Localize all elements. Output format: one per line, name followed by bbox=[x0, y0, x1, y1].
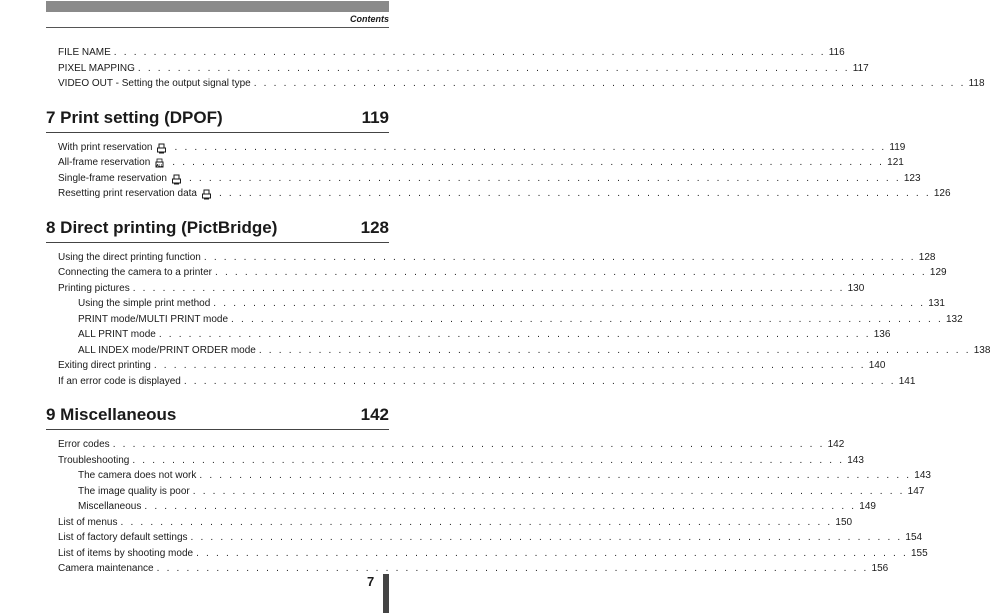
toc-entry-page: 136 bbox=[873, 329, 891, 340]
page-number: 7 bbox=[367, 574, 375, 589]
dot-leader: . . . . . . . . . . . . . . . . . . . . . . . . . . . . . . . . . . . . . . . . . . . . . . . . . . . . . . . . . . . . . . . . . . . . . . . . bbox=[196, 547, 908, 559]
page-edge-bar bbox=[383, 574, 389, 613]
toc-entry-title: PRINT mode/MULTI PRINT mode bbox=[78, 313, 229, 325]
toc-entry-title: If an error code is displayed bbox=[58, 375, 181, 387]
print-icon bbox=[156, 143, 167, 154]
dot-leader: . . . . . . . . . . . . . . . . . . . . . . . . . . . . . . . . . . . . . . . . . . . . . . . . . . . . . . . . . . . . . . . . . . . . . . . . bbox=[199, 470, 912, 481]
print-icon bbox=[201, 189, 212, 200]
dot-leader: . . . . . . . . . . . . . . . . . . . . . . . . . . . . . . . . . . . . . . . . . . . . . . . . . . . . . . . . . . . . . . . . . . . . . . . . bbox=[203, 251, 916, 263]
section-rule bbox=[46, 242, 389, 243]
toc-entry-title: Using the simple print method bbox=[78, 298, 211, 309]
toc-entry[interactable] bbox=[58, 516, 853, 529]
dot-leader: . . . . . . . . . . . . . . . . . . . . . . . . . . . . . . . . . . . . . . . . . . . . . . . . . . . . . . . . . . . . . . . . . . . . . . . . bbox=[132, 454, 845, 466]
toc-entry-page: 150 bbox=[835, 516, 853, 528]
section-rule bbox=[46, 132, 389, 133]
toc-entry-page: 117 bbox=[852, 62, 869, 74]
section-rule bbox=[46, 429, 389, 430]
toc-entry-page: 118 bbox=[968, 78, 985, 89]
toc-entry[interactable] bbox=[58, 172, 921, 185]
toc-entry-title: Camera maintenance bbox=[58, 563, 154, 574]
svg-text:ALL: ALL bbox=[156, 163, 164, 168]
section-title: 8 Direct printing (PictBridge) bbox=[46, 217, 278, 237]
toc-entry-page: 121 bbox=[887, 157, 904, 168]
toc-entry[interactable] bbox=[78, 485, 925, 498]
dot-leader: . . . . . . . . . . . . . . . . . . . . . . . . . . . . . . . . . . . . . . . . . . . . . . . . . . . . . . . . . . . . . . . . . . . . . . . . bbox=[190, 532, 903, 543]
toc-entry-page: 116 bbox=[828, 47, 845, 58]
toc-entry-title: List of menus bbox=[58, 516, 118, 528]
toc-entry-title: Using the direct printing function bbox=[58, 251, 201, 263]
toc-entry-title: ALL PRINT mode bbox=[78, 329, 156, 340]
toc-entry-title: All-frame reservation bbox=[58, 157, 151, 168]
toc-entry[interactable] bbox=[58, 282, 865, 295]
dot-leader: . . . . . . . . . . . . . . . . . . . . . . . . . . . . . . . . . . . . . . . . . . . . . . . . . . . . . . . . . . . . . . . . . . . . . . . . bbox=[213, 298, 926, 309]
dot-leader: . . . . . . . . . . . . . . . . . . . . . . . . . . . . . . . . . . . . . . . . . . . . . . . . . . . . . . . . . . . . . . . . . . . . . . . . bbox=[214, 267, 927, 278]
dot-leader: . . . . . . . . . . . . . . . . . . . . . . . . . . . . . . . . . . . . . . . . . . . . . . . . . . . . . . . . . . . . . . . . . . . . . . . . bbox=[158, 329, 871, 340]
toc-entry-title: Exiting direct printing bbox=[58, 360, 151, 371]
toc-entry-page: 147 bbox=[907, 485, 925, 497]
toc-entry-page: 128 bbox=[918, 251, 936, 263]
dot-leader: . . . . . . . . . . . . . . . . . . . . . . . . . . . . . . . . . . . . . . . . . . . . . . . . . . . . . . . . . . . . . . . . . . . . . . . . bbox=[183, 375, 896, 387]
toc-entry[interactable] bbox=[58, 77, 985, 90]
toc-entry-page: 149 bbox=[859, 501, 876, 512]
toc-entry[interactable] bbox=[58, 454, 864, 467]
dot-leader: . . . . . . . . . . . . . . . . . . . . . . . . . . . . . . . . . . . . . . . . . . . . . . . . . . . . . . . . . . . . . . . . . . . . . . . . bbox=[172, 157, 885, 168]
toc-entry[interactable] bbox=[58, 438, 845, 451]
section-page: 119 bbox=[361, 107, 389, 127]
toc-entry-title: Miscellaneous bbox=[78, 501, 142, 512]
toc-entry-title: Troubleshooting bbox=[58, 454, 130, 466]
toc-entry-page: 132 bbox=[945, 313, 963, 325]
toc-entry-page: 119 bbox=[889, 141, 906, 153]
dot-leader: . . . . . . . . . . . . . . . . . . . . . . . . . . . . . . . . . . . . . . . . . . . . . . . . . . . . . . . . . . . . . . . . . . . . . . . . bbox=[253, 78, 966, 89]
dot-leader: . . . . . . . . . . . . . . . . . . . . . . . . . . . . . . . . . . . . . . . . . . . . . . . . . . . . . . . . . . . . . . . . . . . . . . . . bbox=[120, 516, 833, 528]
toc-entry-page: 138 bbox=[973, 344, 990, 356]
section-title: 7 Print setting (DPOF) bbox=[46, 107, 223, 127]
toc-entry-title: VIDEO OUT - Setting the output signal type bbox=[58, 78, 251, 89]
toc-entry-page: 123 bbox=[903, 172, 921, 184]
dot-leader: . . . . . . . . . . . . . . . . . . . . . . . . . . . . . . . . . . . . . . . . . . . . . . . . . . . . . . . . . . . . . . . . . . . . . . . . bbox=[174, 141, 887, 153]
dot-leader: . . . . . . . . . . . . . . . . . . . . . . . . . . . . . . . . . . . . . . . . . . . . . . . . . . . . . . . . . . . . . . . . . . . . . . . . bbox=[188, 172, 901, 184]
toc-entry-title: Error codes bbox=[58, 439, 110, 450]
dot-leader: . . . . . . . . . . . . . . . . . . . . . . . . . . . . . . . . . . . . . . . . . . . . . . . . . . . . . . . . . . . . . . . . . . . . . . . . bbox=[192, 485, 905, 497]
header-bar bbox=[46, 1, 389, 12]
toc-entry-title: Single-frame reservation bbox=[58, 172, 167, 184]
dot-leader: . . . . . . . . . . . . . . . . . . . . . . . . . . . . . . . . . . . . . . . . . . . . . . . . . . . . . . . . . . . . . . . . . . . . . . . . bbox=[113, 47, 826, 58]
toc-entry-title: PIXEL MAPPING bbox=[58, 62, 135, 74]
toc-entry-page: 130 bbox=[847, 282, 865, 294]
toc-entry-title: ALL INDEX mode/PRINT ORDER mode bbox=[78, 344, 256, 356]
toc-entry-title: The camera does not work bbox=[78, 470, 197, 481]
section-heading[interactable] bbox=[46, 216, 389, 238]
toc-entry-title: FILE NAME bbox=[58, 47, 111, 58]
toc-entry[interactable] bbox=[78, 344, 990, 357]
toc-entry[interactable] bbox=[58, 187, 951, 200]
print-icon bbox=[171, 174, 182, 185]
toc-entry[interactable] bbox=[58, 251, 936, 264]
toc-entry-title: List of items by shooting mode bbox=[58, 547, 194, 559]
section-page: 142 bbox=[360, 405, 389, 424]
section-heading[interactable] bbox=[46, 106, 389, 128]
dot-leader: . . . . . . . . . . . . . . . . . . . . . . . . . . . . . . . . . . . . . . . . . . . . . . . . . . . . . . . . . . . . . . . . . . . . . . . . bbox=[231, 313, 943, 325]
toc-entry-title: Printing pictures bbox=[58, 282, 130, 294]
toc-entry[interactable] bbox=[78, 297, 945, 310]
toc-entry[interactable] bbox=[78, 313, 963, 326]
section-heading[interactable] bbox=[46, 403, 389, 425]
dot-leader: . . . . . . . . . . . . . . . . . . . . . . . . . . . . . . . . . . . . . . . . . . . . . . . . . . . . . . . . . . . . . . . . . . . . . . . . bbox=[132, 282, 845, 294]
toc-entry-page: 143 bbox=[847, 454, 864, 466]
toc-entry-title: Connecting the camera to a printer bbox=[58, 267, 212, 278]
all-print-icon bbox=[154, 158, 165, 169]
toc-entry-page: 129 bbox=[929, 267, 947, 278]
dot-leader: . . . . . . . . . . . . . . . . . . . . . . . . . . . . . . . . . . . . . . . . . . . . . . . . . . . . . . . . . . . . . . . . . . . . . . . . bbox=[112, 439, 825, 450]
toc-entry-page: 141 bbox=[898, 375, 916, 387]
toc-entry[interactable] bbox=[58, 46, 845, 59]
toc-entry[interactable] bbox=[58, 562, 889, 575]
toc-entry-page: 126 bbox=[933, 188, 951, 199]
dot-leader: . . . . . . . . . . . . . . . . . . . . . . . . . . . . . . . . . . . . . . . . . . . . . . . . . . . . . . . . . . . . . . . . . . . . . . . . bbox=[144, 501, 857, 512]
toc-entry[interactable] bbox=[78, 500, 876, 513]
toc-entry-page: 142 bbox=[827, 439, 845, 450]
section-title: 9 Miscellaneous bbox=[46, 405, 177, 424]
toc-entry[interactable] bbox=[58, 531, 923, 544]
toc-entry-title: Resetting print reservation data bbox=[58, 188, 197, 199]
toc-entry[interactable] bbox=[78, 328, 891, 341]
toc-entry-title: The image quality is poor bbox=[78, 485, 190, 497]
toc-entry[interactable] bbox=[78, 469, 931, 482]
toc-entry[interactable] bbox=[58, 141, 906, 154]
header-label: Contents bbox=[350, 14, 389, 24]
toc-entry[interactable] bbox=[58, 156, 904, 169]
toc-entry-page: 155 bbox=[910, 547, 928, 559]
toc-entry[interactable] bbox=[58, 266, 947, 279]
toc-entry-page: 154 bbox=[905, 532, 923, 543]
toc-entry-page: 143 bbox=[914, 470, 931, 481]
toc-entry[interactable] bbox=[58, 359, 886, 372]
dot-leader: . . . . . . . . . . . . . . . . . . . . . . . . . . . . . . . . . . . . . . . . . . . . . . . . . . . . . . . . . . . . . . . . . . . . . . . . bbox=[153, 360, 866, 371]
header-rule bbox=[46, 27, 389, 28]
dot-leader: . . . . . . . . . . . . . . . . . . . . . . . . . . . . . . . . . . . . . . . . . . . . . . . . . . . . . . . . . . . . . . . . . . . . . . . . bbox=[137, 62, 850, 74]
dot-leader: . . . . . . . . . . . . . . . . . . . . . . . . . . . . . . . . . . . . . . . . . . . . . . . . . . . . . . . . . . . . . . . . . . . . . . . . bbox=[156, 563, 869, 574]
toc-entry[interactable] bbox=[58, 375, 916, 388]
dot-leader: . . . . . . . . . . . . . . . . . . . . . . . . . . . . . . . . . . . . . . . . . . . . . . . . . . . . . . . . . . . . . . . . . . . . . . . . bbox=[218, 188, 931, 199]
toc-entry[interactable] bbox=[58, 62, 869, 75]
toc-entry-page: 140 bbox=[868, 360, 886, 371]
toc-entry[interactable] bbox=[58, 547, 928, 560]
section-page: 128 bbox=[360, 217, 389, 237]
toc-entry-page: 156 bbox=[871, 563, 889, 574]
toc-entry-title: List of factory default settings bbox=[58, 532, 188, 543]
toc-entry-page: 131 bbox=[928, 298, 945, 309]
toc-entry-title: With print reservation bbox=[58, 141, 153, 153]
dot-leader: . . . . . . . . . . . . . . . . . . . . . . . . . . . . . . . . . . . . . . . . . . . . . . . . . . . . . . . . . . . . . . . . . . . . . . . . bbox=[258, 344, 971, 356]
